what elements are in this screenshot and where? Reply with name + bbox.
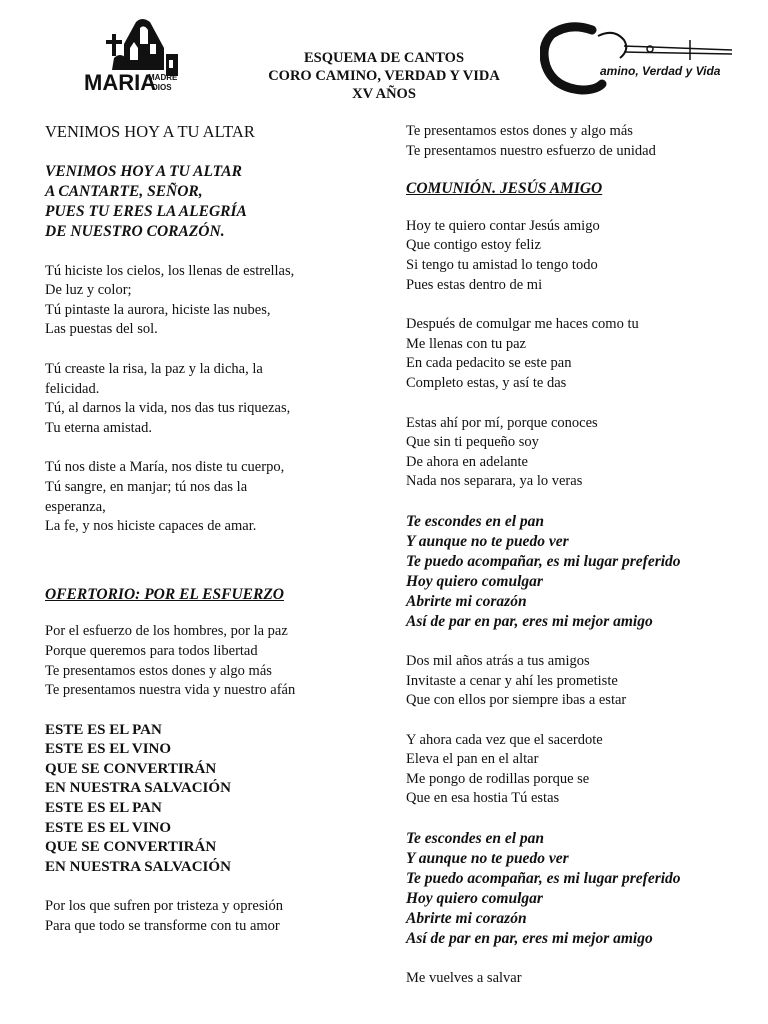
lyric-line: Por el esfuerzo de los hombres, por la paz — [45, 623, 288, 640]
lyric-line: Me llenas con tu paz — [406, 335, 526, 352]
page-header — [0, 0, 768, 120]
logo-right-text: amino, Verdad y Vida — [600, 64, 721, 78]
title-line-1: ESQUEMA DE CANTOS — [303, 50, 465, 66]
lyric-line: Tú sangre, en manjar; tú nos das la — [45, 478, 248, 495]
lyric-line: Te puedo acompañar, es mi lugar preferido — [406, 870, 681, 888]
lyric-line: Después de comulgar me haces como tu — [406, 316, 639, 333]
lyric-line: Te presentamos estos dones y algo más — [45, 662, 272, 679]
song-verse — [45, 622, 375, 700]
lyric-line: Hoy quiero comulgar — [406, 890, 543, 908]
logo-left-main-text: MARIA — [84, 70, 157, 95]
lyric-line: Abrirte mi corazón — [406, 592, 527, 610]
lyric-line: A CANTARTE, SEÑOR, — [45, 182, 203, 200]
lyric-line: ESTE ES EL VINO — [45, 819, 172, 836]
lyric-line: La fe, y nos hiciste capaces de amar. — [45, 518, 257, 535]
church-cross-logo-icon — [84, 14, 184, 96]
lyric-line: Que en esa hostia Tú estas — [406, 790, 560, 807]
lyric-line: Porque queremos para todos libertad — [45, 642, 258, 659]
lyric-line: Estas ahí por mí, porque conoces — [406, 414, 598, 431]
lyric-line: Eleva el pan en el altar — [406, 751, 539, 768]
song-verse — [406, 652, 746, 711]
lyric-line: Dos mil años atrás a tus amigos — [406, 652, 590, 669]
lyric-line: felicidad. — [45, 380, 100, 397]
lyric-line: Abrirte mi corazón — [406, 910, 527, 928]
song-verse — [45, 897, 375, 936]
song-chorus — [45, 721, 375, 878]
lyric-line: Y aunque no te puedo ver — [406, 532, 569, 550]
song-chorus — [406, 512, 746, 632]
song-verse — [406, 315, 746, 393]
lyric-line: Así de par en par, eres mi mejor amigo — [406, 612, 653, 630]
lyric-line: ESTE ES EL VINO — [45, 741, 172, 758]
title-line-3: XV AÑOS — [352, 86, 416, 102]
lyric-line: Te puedo acompañar, es mi lugar preferido — [406, 552, 681, 570]
song-verse — [406, 217, 746, 295]
lyric-line: ESTE ES EL PAN — [45, 721, 162, 738]
lyric-line: Las puestas del sol. — [45, 321, 158, 338]
lyric-line: Nada nos separara, ya lo veras — [406, 473, 583, 490]
song-verse — [406, 122, 746, 161]
lyric-line: De luz y color; — [45, 282, 132, 299]
lyric-line: Tú nos diste a María, nos diste tu cuerpo, — [45, 459, 285, 476]
lyric-line: Y aunque no te puedo ver — [406, 850, 569, 868]
song-verse — [406, 414, 746, 492]
guitar-c-logo-icon — [540, 22, 736, 96]
document-title — [226, 49, 542, 103]
song-chorus — [45, 162, 375, 242]
lyric-line: EN NUESTRA SALVACIÓN — [45, 780, 231, 797]
lyric-line: PUES TU ERES LA ALEGRÍA — [45, 202, 247, 220]
lyric-line: Tú pintaste la aurora, hiciste las nubes, — [45, 301, 271, 318]
lyric-line: Te presentamos nuestra vida y nuestro afán — [45, 682, 296, 699]
lyric-line: Que con ellos por siempre ibas a estar — [406, 692, 627, 709]
lyric-line: Que sin ti pequeño soy — [406, 434, 539, 451]
lyric-line: QUE SE CONVERTIRÁN — [45, 760, 217, 777]
lyric-line: Te presentamos estos dones y algo más — [406, 123, 633, 139]
lyric-line: Invitaste a cenar y ahí les prometiste — [406, 672, 618, 689]
song-verse — [406, 731, 746, 809]
lyric-line: Pues estas dentro de mi — [406, 276, 543, 293]
lyric-line: Te escondes en el pan — [406, 830, 545, 848]
lyric-line: DE NUESTRO CORAZÓN. — [45, 222, 225, 240]
lyric-line: VENIMOS HOY A TU ALTAR — [45, 162, 242, 180]
lyric-line: Te presentamos nuestro esfuerzo de unidad — [406, 142, 656, 159]
lyric-line: Tú creaste la risa, la paz y la dicha, la — [45, 360, 263, 377]
lyric-line: Me pongo de rodillas porque se — [406, 770, 590, 787]
lyric-line: Completo estas, y así te das — [406, 374, 567, 391]
lyric-line: Que contigo estoy feliz — [406, 237, 541, 254]
lyric-line: Y ahora cada vez que el sacerdote — [406, 731, 603, 748]
lyric-line: ESTE ES EL PAN — [45, 800, 162, 817]
song-chorus — [406, 829, 746, 949]
title-line-2: CORO CAMINO, VERDAD Y VIDA — [268, 68, 500, 84]
lyric-line: Hoy quiero comulgar — [406, 572, 543, 590]
lyric-line: Así de par en par, eres mi mejor amigo — [406, 930, 653, 948]
lyric-line: Por los que sufren por tristeza y opresión — [45, 898, 283, 915]
lyric-line: esperanza, — [45, 498, 106, 515]
lyric-line: Te escondes en el pan — [406, 512, 545, 530]
song-verse — [45, 360, 375, 438]
lyric-line: EN NUESTRA SALVACIÓN — [45, 858, 231, 875]
lyric-line: Tú, al darnos la vida, nos das tus riquezas, — [45, 400, 291, 417]
lyric-line: Si tengo tu amistad lo tengo todo — [406, 256, 598, 273]
lyric-line: De ahora en adelante — [406, 453, 528, 470]
logo-left-small-text-1: MADRE — [148, 73, 178, 82]
lyric-line: Hoy te quiero contar Jesús amigo — [406, 217, 600, 234]
lyric-line: Me vuelves a salvar — [406, 970, 522, 987]
lyric-line: Tu eterna amistad. — [45, 419, 152, 436]
song-verse — [45, 458, 375, 536]
left-column — [45, 122, 375, 937]
song-title: COMUNIÓN. JESÚS AMIGO — [406, 180, 603, 198]
right-column — [406, 122, 746, 989]
lyric-line: QUE SE CONVERTIRÁN — [45, 839, 217, 856]
song-verse — [406, 969, 746, 989]
lyric-line: Para que todo se transforme con tu amor — [45, 918, 280, 935]
song-title: VENIMOS HOY A TU ALTAR — [45, 122, 255, 141]
lyric-line: En cada pedacito se este pan — [406, 355, 572, 372]
song-verse — [45, 262, 375, 340]
lyric-line: Tú hiciste los cielos, los llenas de estrellas, — [45, 262, 295, 279]
logo-left-small-text-2: DIOS — [152, 83, 172, 92]
song-title: OFERTORIO: POR EL ESFUERZO — [45, 585, 285, 603]
